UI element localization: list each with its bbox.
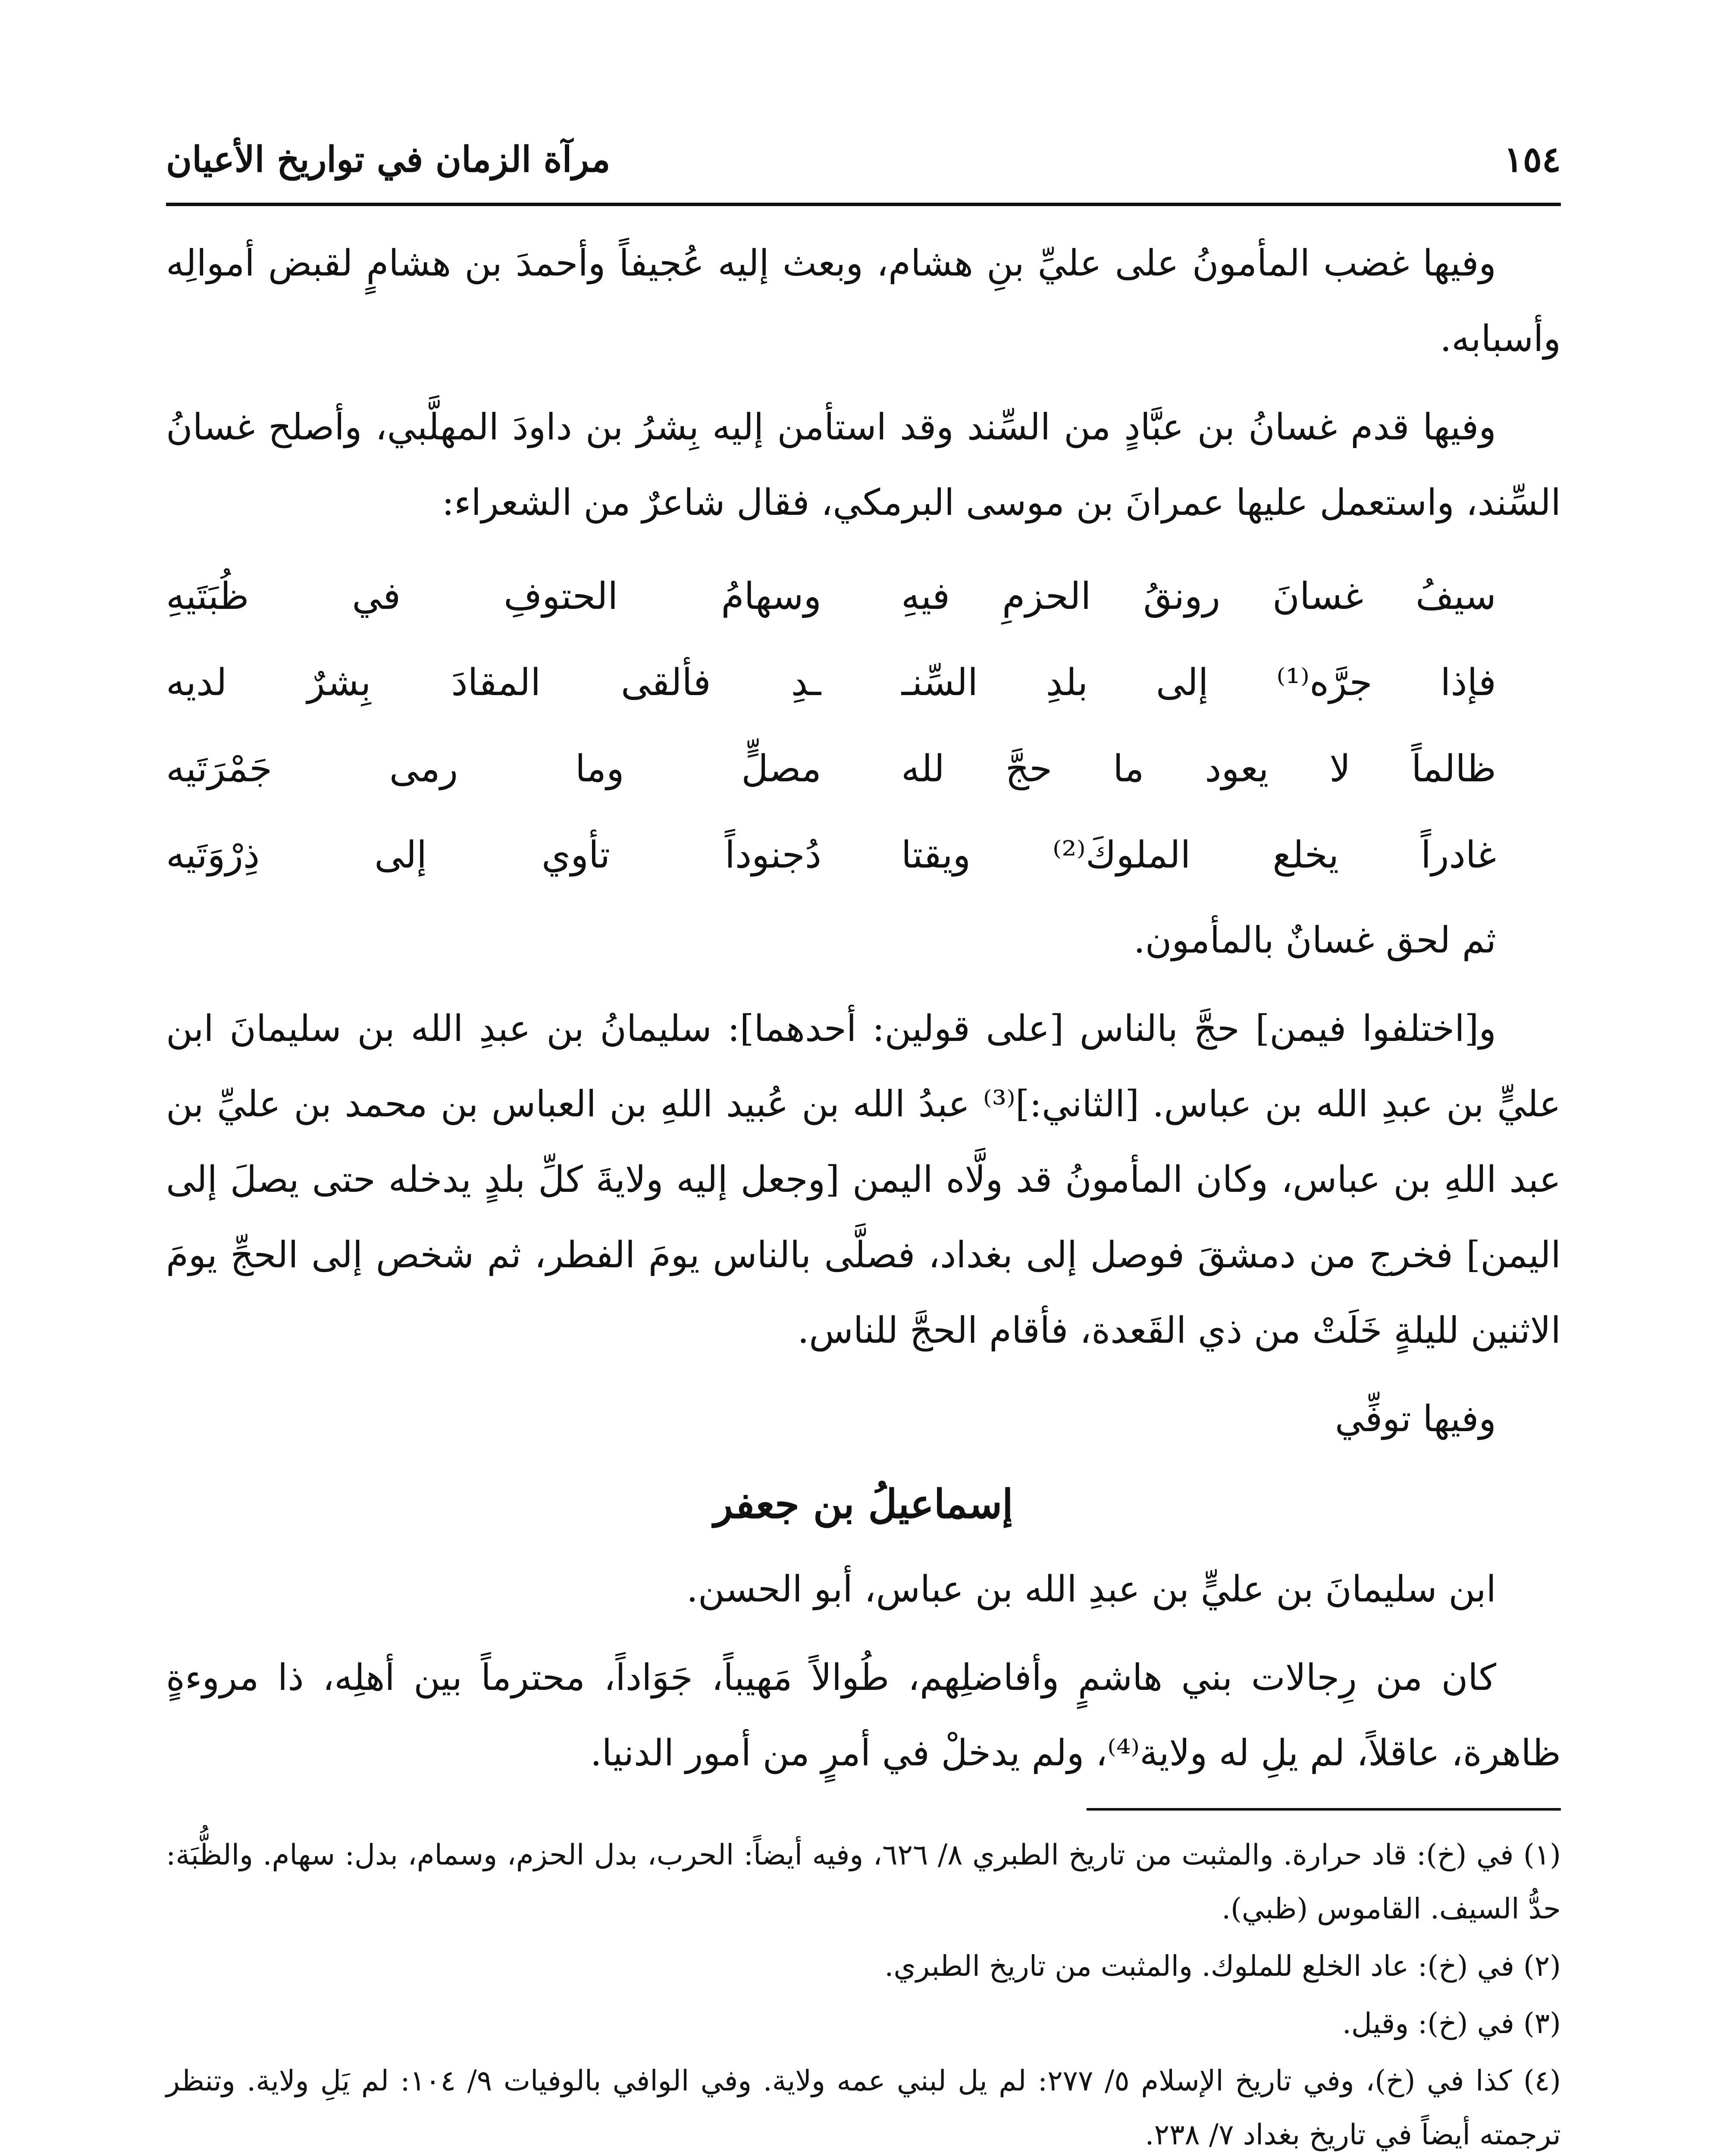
footnote-1: (١) في (خ): قاد حرارة. والمثبت من تاريخ الطبري ٨/ ٦٢٦، وفيه أيضاً: الحرب، بدل الحزم، وسمام، بدل: سهام. والظُّبَة: حدُّ السيف. القاموس (ظبي).: [166, 1838, 1561, 1925]
poem-verse-1: [166, 553, 1561, 639]
poem-verse-2: [166, 639, 1561, 726]
running-title: مرآة الزمان في تواريخ الأعيان: [166, 139, 611, 180]
footnote-divider: [1087, 1808, 1561, 1811]
poem-verse-3: [166, 726, 1561, 812]
footnote-4: (٤) كذا في (خ)، وفي تاريخ الإسلام ٥/ ٢٧٧: لم يل لبني عمه ولاية. وفي الوافي بالوفيات ٩/ ١٠٤: لم يَلِ ولاية. وتنظر ترجمته أيضاً في تاريخ بغداد ٧/ ٢٣٨.: [166, 2064, 1561, 2151]
page-number: ١٥٤: [1504, 139, 1561, 180]
footnote-3: (٣) في (خ): وقيل.: [1342, 2007, 1561, 2040]
paragraph-5: ابن سليمانَ بن عليٍّ بن عبدِ الله بن عباس، أبو الحسن.: [686, 1568, 1496, 1610]
verse-3-first-hemistich: ظالماً لا يعود ما حجَّ لله: [901, 747, 1496, 790]
poem: [166, 553, 1561, 898]
page-header: [166, 129, 1561, 206]
main-text: [166, 226, 1561, 1791]
verse-2-second-hemistich: ـدِ فألقى المقادَ بِشرٌ لديه: [166, 661, 821, 704]
verse-4-second-hemistich: دُجنوداً تأوي إلى ذِرْوَتَيه: [166, 833, 821, 877]
poem-verse-4: [166, 812, 1561, 898]
paragraph-3: و[اختلفوا فيمن] حجَّ بالناس [على قولين: أحدهما]: سليمانُ بن عبدِ الله بن سليمانَ ابن عليٍّ بن عبدِ الله بن عباس. [الثاني:]⁽³⁾ عبدُ الله بن عُبيد اللهِ بن العباس بن محمد بن عليِّ بن عبد اللهِ بن عباس، وكان المأمونُ قد ولَّاه اليمن [وجعل إليه ولايةَ كلِّ بلدٍ يدخله حتى يصلَ إلى اليمن] فخرج من دمشقَ فوصل إلى بغداد، فصلَّى بالناس يومَ الفطر، ثم شخص إلى الحجِّ يومَ الاثنين لليلةٍ خَلَتْ من ذي القَعدة، فأقام الحجَّ للناس.: [166, 1007, 1561, 1351]
paragraph-after-poem: ثم لحق غسانٌ بالمأمون.: [1134, 919, 1496, 961]
footnote-2: (٢) في (خ): عاد الخلع للملوك. والمثبت من تاريخ الطبري.: [884, 1949, 1561, 1983]
verse-1-first-hemistich: سيفُ غسانَ رونقُ الحزمِ فيهِ: [901, 574, 1496, 618]
footnotes: [166, 1828, 1561, 2156]
paragraph-4: وفيها توفِّي: [1335, 1398, 1496, 1440]
verse-4-first-hemistich: غادراً يخلع الملوكَ⁽²⁾ ويقتا: [901, 833, 1496, 877]
verse-3-second-hemistich: مصلٍّ وما رمى جَمْرَتَيه: [166, 747, 821, 790]
paragraph-2: وفيها قدم غسانُ بن عبَّادٍ من السِّند وقد استأمن إليه بِشرُ بن داودَ المهلَّبي، وأصلح غسانُ السِّند، واستعمل عليها عمرانَ بن موسى البرمكي، فقال شاعرٌ من الشعراء:: [166, 406, 1561, 523]
verse-1-second-hemistich: وسهامُ الحتوفِ في ظُبَتَيهِ: [166, 574, 821, 618]
verse-2-first-hemistich: فإذا جرَّه⁽¹⁾ إلى بلدِ السِّنـ: [901, 661, 1496, 704]
book-page: [166, 129, 1561, 2156]
paragraph-1: وفيها غضب المأمونُ على عليِّ بنِ هشام، وبعث إليه عُجيفاً وأحمدَ بن هشامٍ لقبض أموالِه وأسبابه.: [166, 242, 1561, 360]
paragraph-6: كان من رِجالات بني هاشمٍ وأفاضلِهم، طُوالاً مَهيباً، جَوَاداً، محترماً بين أهلِه، ذا مروءةٍ ظاهرة، عاقلاً، لم يلِ له ولاية⁽⁴⁾، ولم يدخلْ في أمرٍ من أمور الدنيا.: [166, 1656, 1561, 1774]
section-title: إسماعيلُ بن جعفر: [714, 1481, 1013, 1527]
